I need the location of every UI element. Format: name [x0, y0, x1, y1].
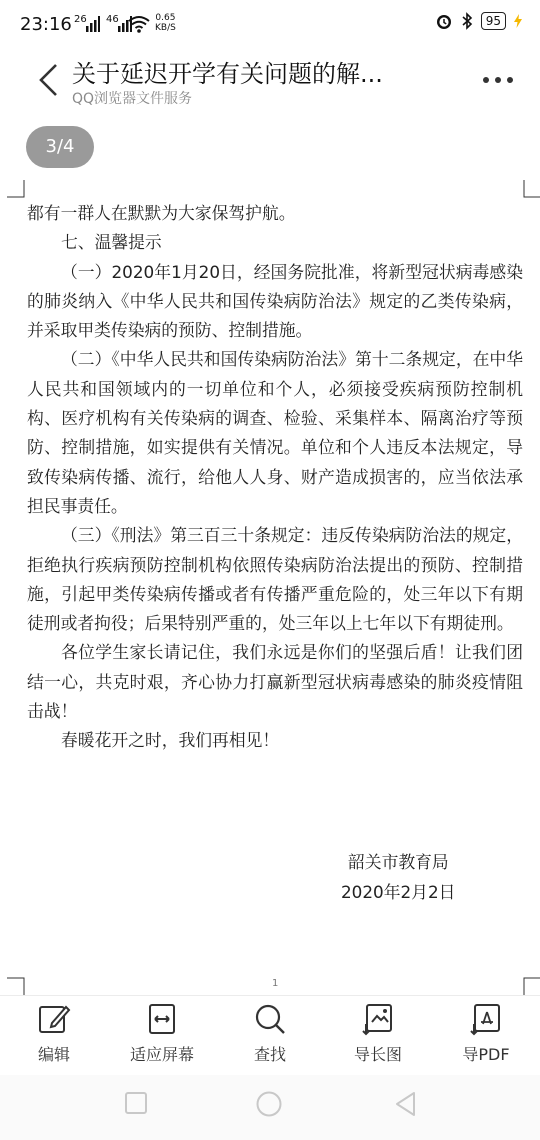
edit-button[interactable] — [0, 996, 108, 1076]
back-button[interactable] — [28, 58, 68, 102]
document-title: 关于延迟开学有关问题的解... — [72, 60, 383, 88]
document-paragraph: （一）2020年1月20日，经国务院批准，将新型冠状病毒感染的肺炎纳入《中华人民共和国传染病防治法》规定的乙类传染病，并采取甲类传染病的预防、控制措施。 — [27, 261, 523, 341]
pdf-icon — [469, 1002, 503, 1036]
edit-label: 编辑 — [37, 1045, 70, 1064]
more-dot-icon — [507, 77, 513, 83]
back-arrow-icon — [37, 63, 59, 97]
home-button[interactable] — [256, 1091, 282, 1117]
signal-2-label: 46 — [106, 14, 119, 25]
back-nav-button[interactable] — [394, 1091, 416, 1117]
more-dot-icon — [483, 77, 489, 83]
net-speed-unit: KB/S — [155, 23, 176, 33]
find-label: 查找 — [253, 1045, 286, 1064]
fit-screen-label: 适应屏幕 — [129, 1045, 194, 1064]
fit-screen-icon — [145, 1002, 179, 1036]
document-body — [27, 199, 523, 756]
signal-1-label: 26 — [74, 14, 87, 25]
status-right — [435, 12, 522, 30]
page-number: 1 — [272, 978, 279, 989]
document-paragraph: 各位学生家长请记住，我们永远是你们的坚强后盾！让我们团结一心，共克时艰，齐心协力打赢新型冠状病毒感染的肺炎疫情阻击战！ — [27, 642, 523, 722]
more-options-button[interactable] — [476, 60, 520, 100]
app-header — [0, 52, 540, 112]
bluetooth-icon — [461, 12, 473, 30]
page-indicator: 3/4 — [26, 126, 94, 168]
alarm-icon — [435, 12, 453, 30]
export-long-image-button[interactable] — [324, 996, 432, 1076]
recent-apps-button[interactable] — [125, 1092, 147, 1114]
net-speed-value: 0.65 — [155, 13, 176, 23]
document-paragraph: （二）《中华人民共和国传染病防治法》第十二条规定，在中华人民共和国领域内的一切单位和个人，必须接受疾病预防控制机构、医疗机构有关传染病的调查、检验、采集样本、隔离治疗等预防、控制措施，如实提供有关情况。单位和个人违反本法规定，导致传染病传播、流行，给他人人身、财产造成损害的，应当依法承担民事责任。 — [27, 349, 523, 516]
wifi-icon — [128, 15, 150, 33]
charging-icon — [514, 14, 522, 28]
status-time: 23:16 — [20, 14, 72, 35]
document-paragraph: （三）《刑法》第三百三十条规定：违反传染病防治法的规定，拒绝执行疾病预防控制机构依照传染病防治法提出的预防、控制措施，引起甲类传染病传播或者有传播严重危险的，处三年以下有期徒刑或者拘役；后果特别严重的，处三年以上七年以下有期徒刑。 — [27, 525, 523, 634]
document-source: QQ浏览器文件服务 — [72, 91, 193, 107]
page-corner-mark — [523, 977, 540, 995]
signal-1-icon — [86, 16, 100, 32]
system-nav-bar — [0, 1075, 540, 1140]
page-corner-mark — [7, 180, 25, 198]
status-bar — [0, 0, 540, 52]
export-pdf-button[interactable] — [432, 996, 540, 1076]
document-paragraph: 春暖花开之时，我们再相见！ — [61, 730, 280, 751]
battery-level: 95 — [481, 12, 506, 30]
find-button[interactable] — [216, 996, 324, 1076]
signature-date: 2020年2月2日 — [341, 882, 456, 902]
long-image-label: 导长图 — [353, 1045, 402, 1064]
bottom-toolbar — [0, 995, 540, 1076]
fit-screen-button[interactable] — [108, 996, 216, 1076]
net-speed — [155, 13, 176, 33]
page-corner-mark — [523, 180, 540, 198]
more-dot-icon — [495, 77, 501, 83]
pdf-label: 导PDF — [462, 1045, 510, 1064]
page-corner-mark — [7, 977, 25, 995]
edit-icon — [37, 1002, 71, 1036]
long-image-icon — [361, 1002, 395, 1036]
section-heading: 七、温馨提示 — [61, 232, 162, 253]
search-icon — [253, 1002, 287, 1036]
signature-organization: 韶关市教育局 — [348, 852, 449, 872]
document-paragraph: 都有一群人在默默为大家保驾护航。 — [27, 203, 296, 223]
